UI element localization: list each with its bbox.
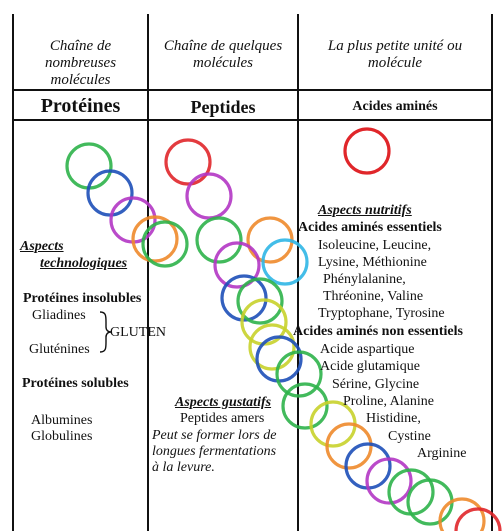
peptides-note [152,428,276,476]
gluten-label: GLUTEN [110,325,166,340]
proteines-insolubles-title: Protéines insolubles [23,291,142,306]
amino-acid-ring [187,174,231,218]
amino-acid-ring [257,337,301,381]
aspects-nutritifs-heading: Aspects nutritifs [318,203,412,218]
amino-acid-ring [277,352,321,396]
essentiels-line: Tryptophane, Tyrosine [318,306,445,321]
non-essentiels-line: Cystine [388,429,431,444]
non-essentiels-line: Acide aspartique [320,342,415,357]
amino-acid-ring [88,171,132,215]
albumines-label: Albumines [31,413,93,428]
title-proteines: Protéines [40,95,121,117]
note-line: Peut se former lors de [152,428,277,443]
peptides-amers-label: Peptides amers [180,411,265,426]
title-peptides: Peptides [190,97,256,117]
single-amino-acid-ring [345,129,389,173]
amino-acid-ring [166,140,210,184]
heading-line: technologiques [40,256,128,271]
header-line: Chaîne de quelques [163,38,283,54]
acides-non-essentiels-title: Acides aminés non essentiels [293,324,463,339]
note-line: longues fermentations [152,444,277,459]
non-essentiels-line: Arginine [417,446,467,461]
header-line: molécule [367,55,423,71]
amino-acid-ring [456,509,500,531]
acides-essentiels-title: Acides aminés essentiels [298,220,442,235]
essentiels-line: Phénylalanine, [323,272,406,287]
heading-line: Aspects [20,239,64,254]
gliadines-label: Gliadines [32,308,86,323]
non-essentiels-line: Proline, Alanine [343,394,434,409]
header-line: nombreuses [44,55,117,71]
header-line: molécules [50,72,111,88]
essentiels-line: Lysine, Méthionine [318,255,427,270]
essentiels-line: Isoleucine, Leucine, [318,238,432,253]
header-line: La plus petite unité ou [327,38,463,54]
non-essentiels-line: Sérine, Glycine [332,377,420,392]
header-line: molécules [193,55,253,71]
header-line: Chaîne de [49,38,112,54]
aspects-technologiques-heading [20,238,127,272]
aspects-gustatifs-heading: Aspects gustatifs [175,395,272,410]
essentiels-line: Thréonine, Valine [323,289,424,304]
title-acides-amines: Acides aminés [352,99,438,114]
glutenines-label: Gluténines [29,342,90,357]
non-essentiels-line: Acide glutamique [320,359,420,374]
non-essentiels-line: Histidine, [366,411,421,426]
proteines-solubles-title: Protéines solubles [22,376,129,391]
amino-acid-ring [67,144,111,188]
globulines-label: Globulines [31,429,93,444]
note-line: à la levure. [152,460,215,475]
